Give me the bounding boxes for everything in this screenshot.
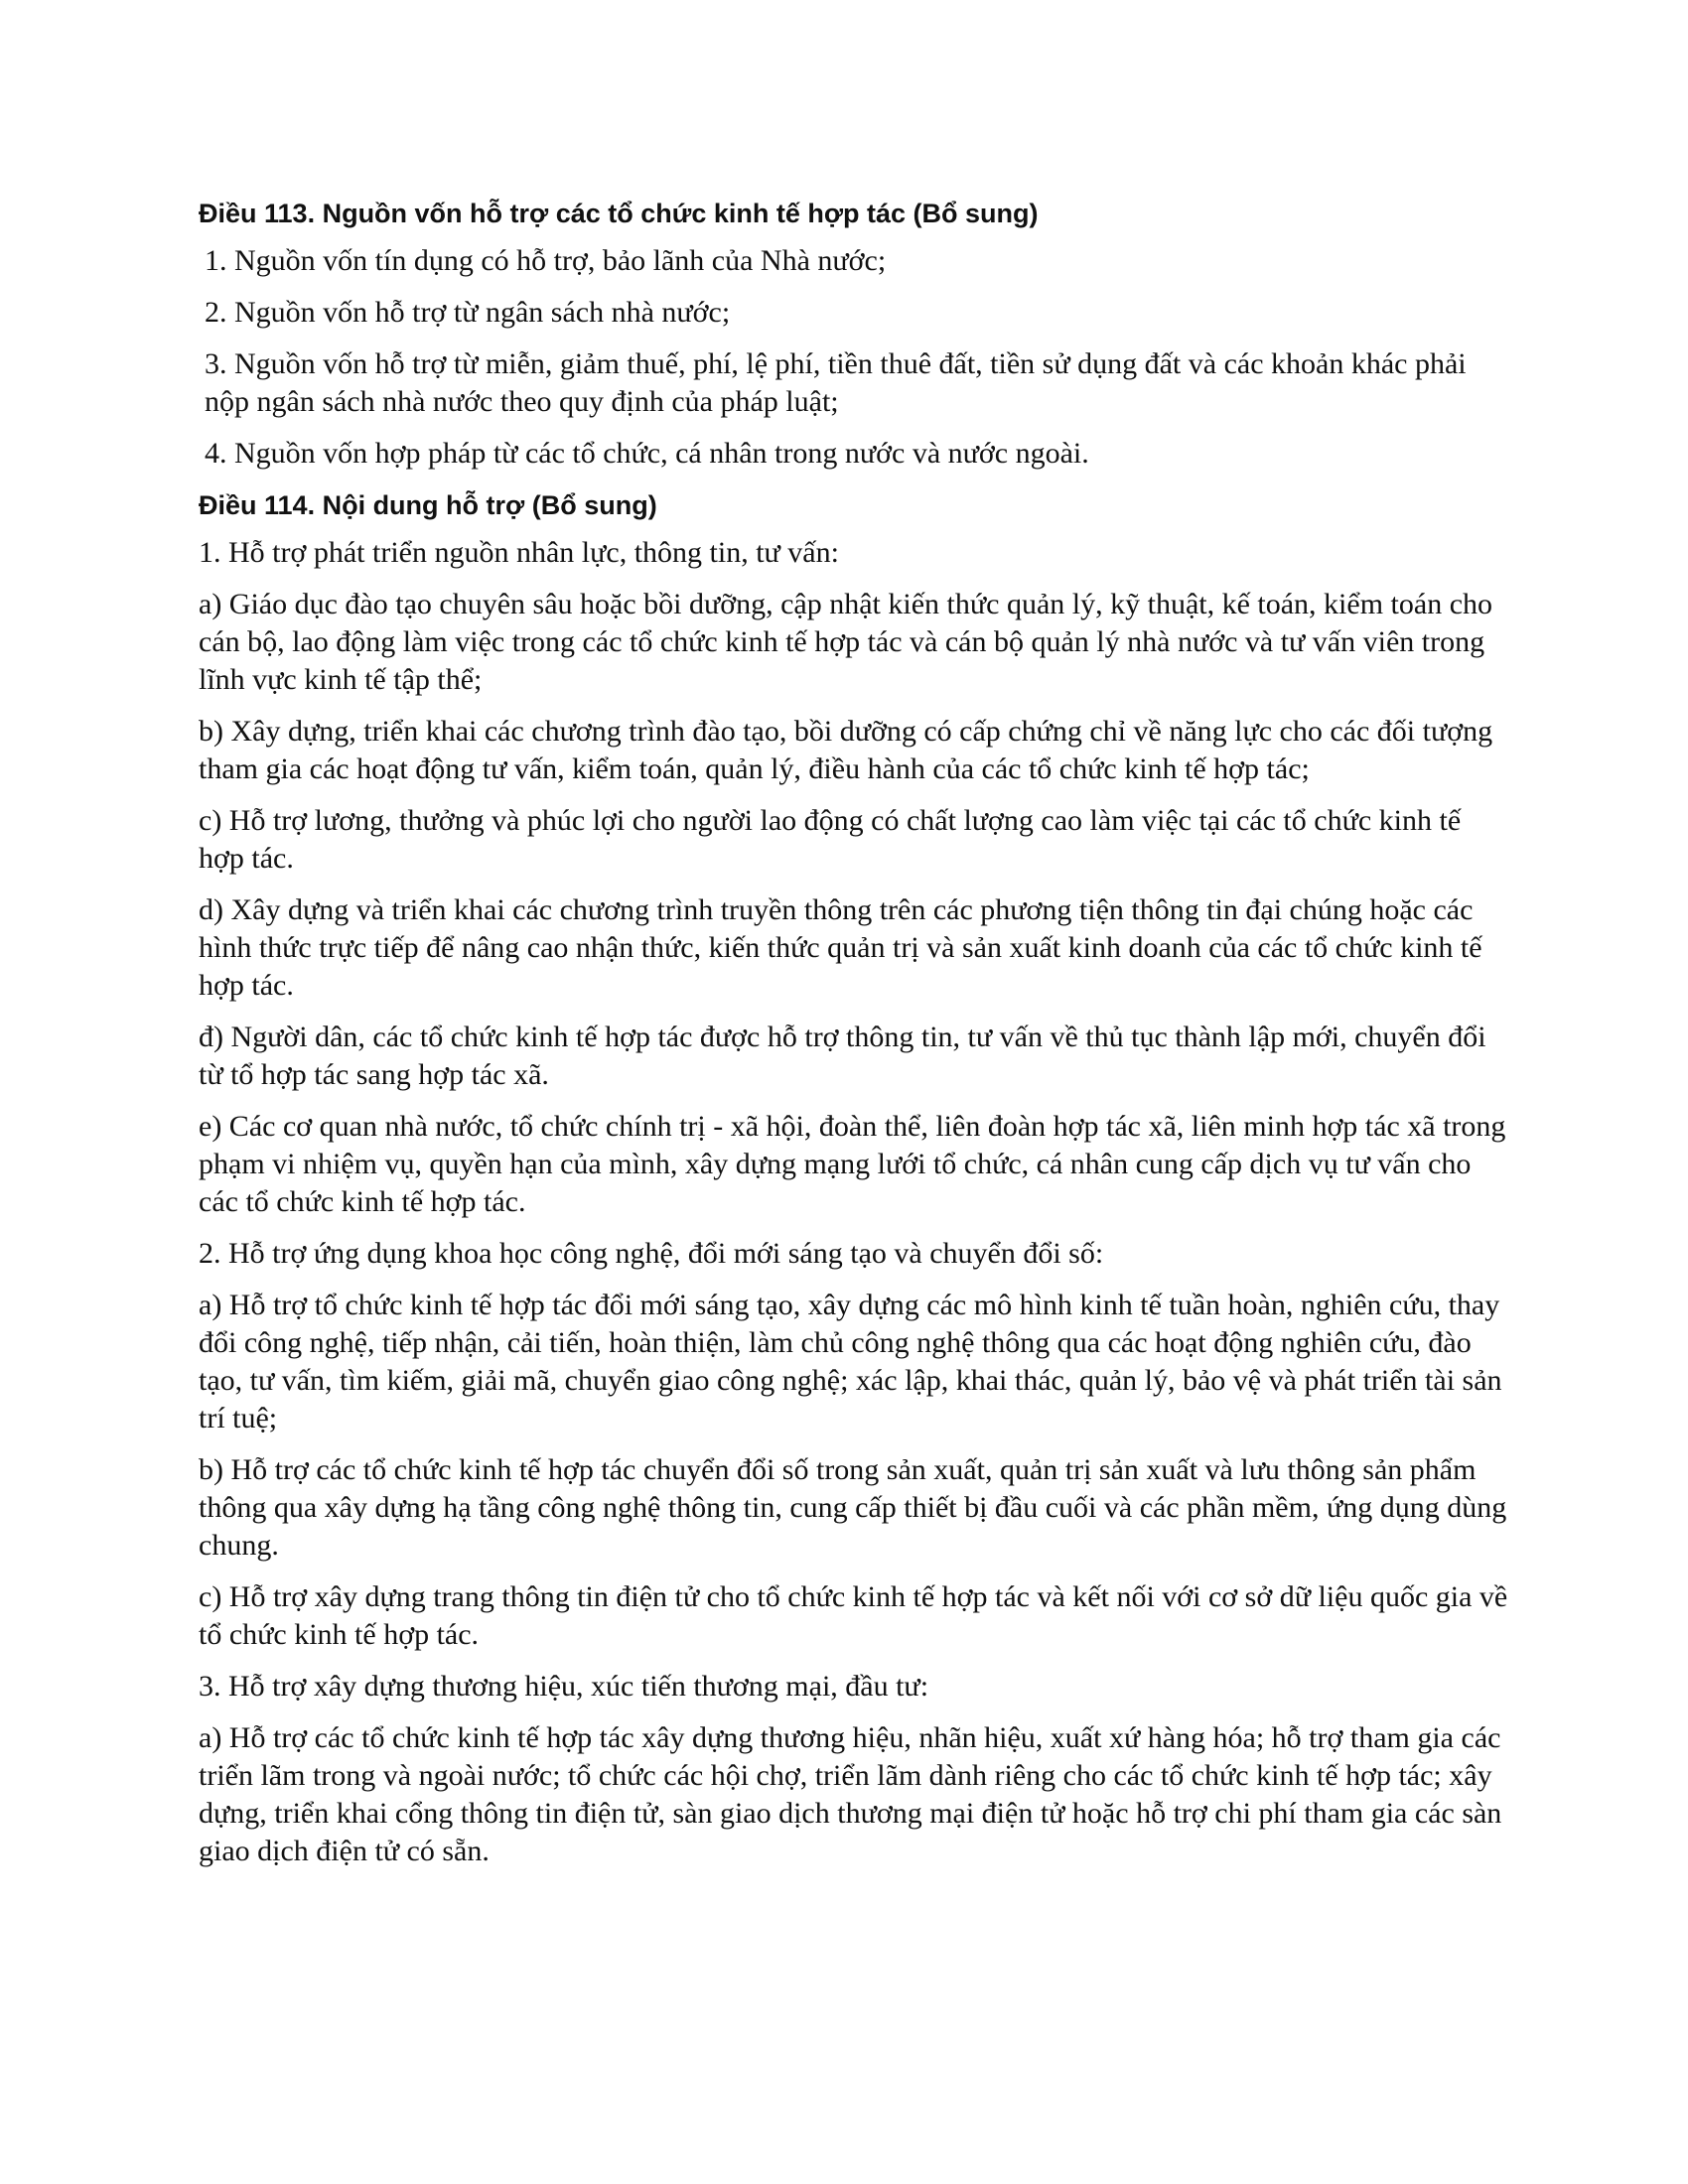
article-114-section-3: 3. Hỗ trợ xây dựng thương hiệu, xúc tiến thương mại, đầu tư:: [199, 1670, 929, 1703]
article-114-section-1-item-c: c) Hỗ trợ lương, thưởng và phúc lợi cho người lao động có chất lượng cao làm việc tại các tổ chức kinh tế hợp tác.: [199, 804, 1462, 875]
article-113-item-2: 2. Nguồn vốn hỗ trợ từ ngân sách nhà nước;: [205, 296, 731, 329]
article-113-item-3: 3. Nguồn vốn hỗ trợ từ miễn, giảm thuế, phí, lệ phí, tiền thuê đất, tiền sử dụng đất và các khoản khác phải nộp ngân sách nhà nước theo quy định của pháp luật;: [205, 347, 1467, 418]
article-113-heading: Điều 113. Nguồn vốn hỗ trợ các tổ chức kinh tế hợp tác (Bổ sung): [199, 199, 1039, 228]
article-114-section-1-item-d: d) Xây dựng và triển khai các chương trình truyền thông trên các phương tiện thông tin đại chúng hoặc các hình thức trực tiếp để nâng cao nhận thức, kiến thức quản trị và sản xuất kinh doanh của các tổ chức kinh tế hợp tác.: [199, 893, 1482, 1002]
article-113-item-1: 1. Nguồn vốn tín dụng có hỗ trợ, bảo lãnh của Nhà nước;: [205, 244, 887, 277]
article-114-section-1-item-e: e) Các cơ quan nhà nước, tổ chức chính trị - xã hội, đoàn thể, liên đoàn hợp tác xã, liên minh hợp tác xã trong phạm vi nhiệm vụ, quyền hạn của mình, xây dựng mạng lưới tổ chức, cá nhân cung cấp dịch vụ tư vấn cho các tổ chức kinh tế hợp tác.: [199, 1110, 1506, 1218]
article-114-section-2-item-c: c) Hỗ trợ xây dựng trang thông tin điện tử cho tổ chức kinh tế hợp tác và kết nối với cơ sở dữ liệu quốc gia về tổ chức kinh tế hợp tác.: [199, 1580, 1508, 1651]
article-114-section-1-item-b: b) Xây dựng, triển khai các chương trình đào tạo, bồi dưỡng có cấp chứng chỉ về năng lực cho các đối tượng tham gia các hoạt động tư vấn, kiểm toán, quản lý, điều hành của các tổ chức kinh tế hợp tác;: [199, 715, 1493, 785]
article-113-item-4: 4. Nguồn vốn hợp pháp từ các tổ chức, cá nhân trong nước và nước ngoài.: [205, 437, 1089, 470]
article-114-heading: Điều 114. Nội dung hỗ trợ (Bổ sung): [199, 490, 657, 520]
article-114-section-1-item-dd: đ) Người dân, các tổ chức kinh tế hợp tác được hỗ trợ thông tin, tư vấn về thủ tục thành lập mới, chuyển đổi từ tổ hợp tác sang hợp tác xã.: [199, 1021, 1486, 1091]
document-page: [199, 195, 1509, 1884]
article-114-section-1-item-a: a) Giáo dục đào tạo chuyên sâu hoặc bồi dưỡng, cập nhật kiến thức quản lý, kỹ thuật, kế toán, kiểm toán cho cán bộ, lao động làm việc trong các tổ chức kinh tế hợp tác và cán bộ quản lý nhà nước và tư vấn viên trong lĩnh vực kinh tế tập thể;: [199, 588, 1493, 696]
article-114-section-2-item-a: a) Hỗ trợ tổ chức kinh tế hợp tác đổi mới sáng tạo, xây dựng các mô hình kinh tế tuần hoàn, nghiên cứu, thay đổi công nghệ, tiếp nhận, cải tiến, hoàn thiện, làm chủ công nghệ thông qua các hoạt động nghiên cứu, đào tạo, tư vấn, tìm kiếm, giải mã, chuyển giao công nghệ; xác lập, khai thác, quản lý, bảo vệ và phát triển tài sản trí tuệ;: [199, 1289, 1502, 1434]
article-114-section-2: 2. Hỗ trợ ứng dụng khoa học công nghệ, đổi mới sáng tạo và chuyển đổi số:: [199, 1237, 1104, 1270]
article-114-section-2-item-b: b) Hỗ trợ các tổ chức kinh tế hợp tác chuyển đổi số trong sản xuất, quản trị sản xuất và lưu thông sản phẩm thông qua xây dựng hạ tầng công nghệ thông tin, cung cấp thiết bị đầu cuối và các phần mềm, ứng dụng dùng chung.: [199, 1453, 1507, 1562]
article-114-section-1: 1. Hỗ trợ phát triển nguồn nhân lực, thông tin, tư vấn:: [199, 536, 839, 569]
article-114-section-3-item-a: a) Hỗ trợ các tổ chức kinh tế hợp tác xây dựng thương hiệu, nhãn hiệu, xuất xứ hàng hóa; hỗ trợ tham gia các triển lãm trong và ngoài nước; tổ chức các hội chợ, triển lãm dành riêng cho các tổ chức kinh tế hợp tác; xây dựng, triển khai cổng thông tin điện tử, sàn giao dịch thương mại điện tử hoặc hỗ trợ chi phí tham gia các sàn giao dịch điện tử có sẵn.: [199, 1721, 1502, 1867]
